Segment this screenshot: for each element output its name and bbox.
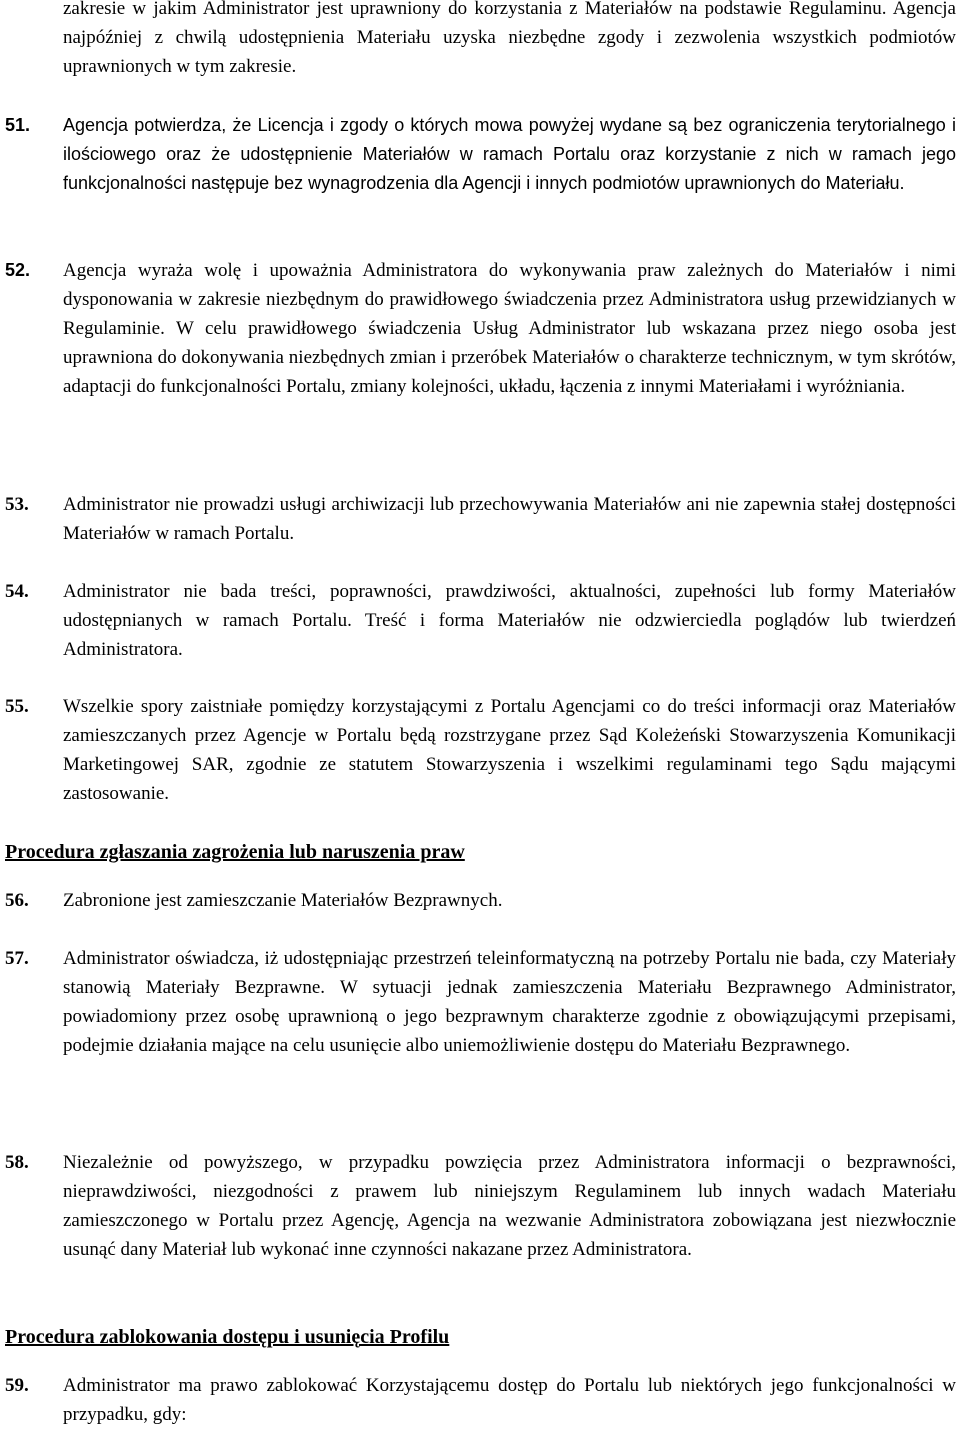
paragraph-54-text: Administrator nie bada treści, poprawności, prawdziwości, aktualności, zupełności lub formy Materiałów udostępnianych w ramach Portalu. Treść i forma Materiałów nie odzwierciedla poglądów lub twierdzeń Administratora. [63,581,956,660]
paragraph-number-52: 52. [5,260,31,280]
paragraph-number-57: 57. [5,948,29,969]
section-heading-blocking: Procedura zablokowania dostępu i usunięcia Profilu [5,1326,450,1348]
paragraph-number-54: 54. [5,581,29,602]
paragraph-number-58: 58. [5,1152,29,1173]
paragraph-57-text: Administrator oświadcza, iż udostępniając przestrzeń teleinformatyczną na potrzeby Portalu nie bada, czy Materiały stanowią Materiały Bezprawne. W sytuacji jednak zamieszczenia Materiału Bezprawnego Administrator, powiadomiony przez osobę uprawnioną o jego bezprawnym charakterze zgodnie z obowiązującymi przepisami, podejmie działania mające na celu usunięcie albo uniemożliwienie dostępu do Materiału Bezprawnego. [63,948,956,1056]
paragraph-55-text: Wszelkie spory zaistniałe pomiędzy korzystającymi z Portalu Agencjami co do treści informacji oraz Materiałów zamieszczanych przez Agencje w Portalu będą rozstrzygane przez Sąd Koleżeński Stowarzyszenia Komunikacji Marketingowej SAR, zgodnie ze statutem Stowarzyszenia i wszelkimi regulaminami tego Sądu mającymi zastosowanie. [63,696,956,804]
paragraph-number-59: 59. [5,1375,29,1396]
paragraph-56-text: Zabronione jest zamieszczanie Materiałów Bezprawnych. [63,890,503,911]
paragraph-53-text: Administrator nie prowadzi usługi archiwizacji lub przechowywania Materiałów ani nie zapewnia stałej dostępności Materiałów w ramach Portalu. [63,494,956,544]
section-heading-reporting: Procedura zgłaszania zagrożenia lub naruszenia praw [5,841,465,863]
paragraph-59-text: Administrator ma prawo zablokować Korzystającemu dostęp do Portalu lub niektórych jego funkcjonalności w przypadku, gdy: [63,1375,956,1425]
paragraph-number-53: 53. [5,494,29,515]
paragraph-51-text: Agencja potwierdza, że Licencja i zgody o których mowa powyżej wydane są bez ograniczenia terytorialnego i ilościowego oraz że udostępnienie Materiałów w ramach Portalu oraz korzystanie z nich w ramach jego funkcjonalności następuje bez wynagrodzenia dla Agencji i innych podmiotów uprawnionych do Materiału. [63,115,956,193]
paragraph-number-51: 51. [5,115,31,135]
paragraph-number-56: 56. [5,890,29,911]
paragraph-58-text: Niezależnie od powyższego, w przypadku powzięcia przez Administratora informacji o bezprawności, nieprawdziwości, niezgodności z prawem lub niniejszym Regulaminem lub innych wadach Materiału zamieszczonego w Portalu przez Agencję, Agencja na wezwanie Administratora zobowiązana jest niezwłocznie usunąć dany Materiał lub wykonać inne czynności nakazane przez Administratora. [63,1152,956,1260]
paragraph-number-55: 55. [5,696,29,717]
paragraph-52-text: Agencja wyraża wolę i upoważnia Administratora do wykonywania praw zależnych do Materiałów i nimi dysponowania w zakresie niezbędnym do prawidłowego świadczenia przez Administratora usług przewidzianych w Regulaminie. W celu prawidłowego świadczenia Usług Administrator lub wskazana przez niego osoba jest uprawniona do dokonywania niezbędnych zmian i przeróbek Materiałów o charakterze technicznym, w tym skrótów, adaptacji do funkcjonalności Portalu, zmiany kolejności, układu, łączenia z innymi Materiałami i wyróżniania. [63,260,956,397]
intro-paragraph: zakresie w jakim Administrator jest uprawniony do korzystania z Materiałów na podstawie Regulaminu. Agencja najpóźniej z chwilą udostępnienia Materiału uzyska niezbędne zgody i zezwolenia wszystkich podmiotów uprawnionych w tym zakresie. [63,0,956,77]
